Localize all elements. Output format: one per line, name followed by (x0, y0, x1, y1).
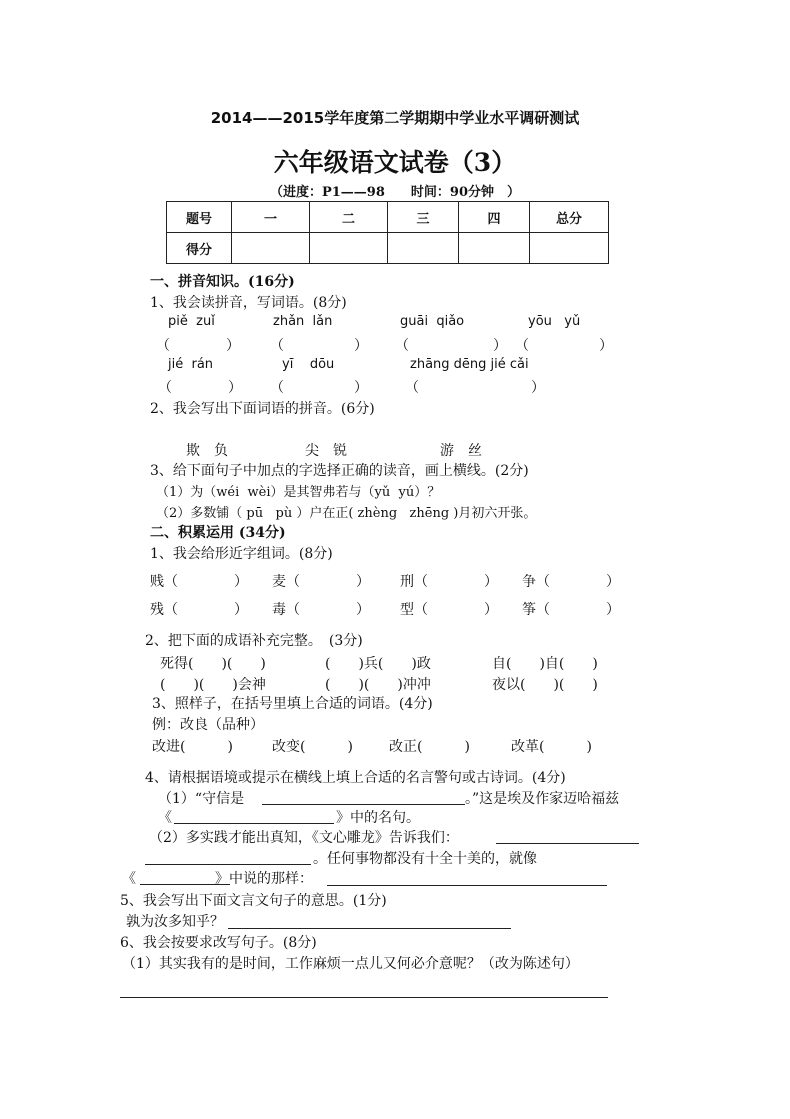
pinyin-item: zhǎn lǎn (273, 314, 333, 329)
table-cell: 四 (459, 202, 530, 233)
score-input-cell[interactable] (530, 233, 609, 264)
section-heading: 一、拼音知识。(16分) (150, 274, 295, 290)
answer-line[interactable] (120, 997, 608, 998)
score-input-cell[interactable] (310, 233, 388, 264)
pinyin-item: jié rán (168, 357, 214, 372)
question-sentence: 。任何事物都没有十全十美的，就像 (313, 851, 537, 867)
table-cell: 三 (388, 202, 459, 233)
answer-line[interactable] (145, 864, 311, 865)
question-sentence: （2）多数铺（ pū pù ）户在正( zhèng zhēng )月初六开张。 (156, 506, 537, 521)
word-blank[interactable]: 贱（ ） (150, 574, 248, 590)
question-sentence: 《 (122, 871, 136, 887)
answer-blank[interactable]: （ ） (158, 380, 242, 396)
question-sentence: （2）多实践才能出真知，《文心雕龙》告诉我们： (149, 830, 459, 846)
answer-blank[interactable]: （ ） (405, 380, 545, 396)
question-prompt: 1、我会给形近字组词。(8分) (150, 546, 333, 562)
answer-line[interactable] (228, 928, 511, 929)
question-prompt: 4、请根据语境或提示在横线上填上合适的名言警句或古诗词。(4分) (145, 770, 566, 786)
answer-blank[interactable]: （ ） (395, 338, 507, 354)
word-blank[interactable]: 筝（ ） (522, 602, 620, 618)
word-blank[interactable]: 型（ ） (400, 602, 498, 618)
pinyin-item: yōu yǔ (528, 314, 581, 329)
word-blank[interactable]: 改变( ) (272, 739, 353, 755)
question-prompt: 5、我会写出下面文言文句子的意思。(1分) (120, 893, 387, 909)
answer-line[interactable] (496, 843, 639, 844)
table-cell: 得分 (167, 233, 232, 264)
word-blank[interactable]: 残（ ） (150, 602, 248, 618)
table-cell: 二 (310, 202, 388, 233)
table-row (167, 233, 609, 264)
table-cell: 一 (232, 202, 310, 233)
answer-blank[interactable]: （ ） (156, 338, 240, 354)
section-heading: 二、积累运用 (34分) (150, 525, 286, 541)
question-prompt: 1、我会读拼音，写词语。(8分) (150, 295, 347, 311)
score-input-cell[interactable] (388, 233, 459, 264)
question-prompt: 3、照样子，在括号里填上合适的词语。(4分) (152, 696, 433, 712)
word-blank[interactable]: 争（ ） (522, 574, 620, 590)
exam-super-title: 2014——2015学年度第二学期期中学业水平调研测试 (210, 109, 580, 127)
idiom-blank[interactable]: ( )兵( )政 (325, 656, 431, 672)
answer-line[interactable] (262, 804, 465, 805)
table-row (167, 202, 609, 233)
pinyin-item: piě zuǐ (168, 314, 215, 329)
exam-subtitle: （进度：P1——98 时间：90分钟 ） (269, 185, 520, 200)
word-blank[interactable]: 麦（ ） (272, 574, 370, 590)
table-cell: 题号 (167, 202, 232, 233)
answer-blank[interactable]: （ ） (515, 338, 613, 354)
question-sentence: 孰为汝多知乎？ (126, 914, 224, 930)
answer-blank[interactable]: （ ） (270, 338, 368, 354)
answer-line[interactable] (327, 885, 607, 886)
idiom-blank[interactable]: 死得( )( ) (160, 656, 266, 672)
word-item: 尖 锐 (305, 443, 347, 459)
question-prompt: 2、把下面的成语补充完整。 (3分) (145, 633, 363, 649)
question-sentence: 。”这是埃及作家迈哈福兹 (465, 791, 620, 807)
word-item: 欺 负 (186, 443, 228, 459)
idiom-blank[interactable]: ( )( )会神 (160, 677, 266, 693)
word-blank[interactable]: 改进( ) (152, 739, 233, 755)
score-input-cell[interactable] (459, 233, 530, 264)
idiom-blank[interactable]: ( )( )冲冲 (325, 677, 431, 693)
pinyin-item: guāi qiǎo (400, 314, 465, 329)
question-sentence: （1）其实我有的是时间，工作麻烦一点儿又何必介意呢？（改为陈述句） (122, 956, 579, 972)
idiom-blank[interactable]: 夜以( )( ) (492, 677, 598, 693)
answer-blank[interactable]: （ ） (270, 380, 368, 396)
table-cell: 总分 (530, 202, 609, 233)
answer-line[interactable] (174, 823, 334, 824)
pinyin-item: zhāng dēng jié cǎi (410, 357, 529, 372)
question-prompt: 3、给下面句子中加点的字选择正确的读音，画上横线。(2分) (150, 463, 529, 479)
word-blank[interactable]: 毒（ ） (272, 602, 370, 618)
word-blank[interactable]: 刑（ ） (400, 574, 498, 590)
question-sentence: （1）为（wéi wèi）是其智弗若与（yǔ yú）？ (156, 485, 441, 500)
question-sentence: （1）“守信是 (158, 791, 245, 807)
exam-title: 六年级语文试卷（3） (273, 148, 517, 177)
score-table (166, 201, 609, 264)
question-sentence: 《 (158, 810, 172, 826)
word-item: 游 丝 (440, 443, 482, 459)
question-prompt: 2、我会写出下面词语的拼音。(6分) (150, 401, 375, 417)
idiom-blank[interactable]: 自( )自( ) (492, 656, 598, 672)
word-blank[interactable]: 改革( ) (511, 739, 592, 755)
question-prompt: 6、我会按要求改写句子。(8分) (120, 935, 317, 951)
question-sentence: 》中的名句。 (336, 810, 420, 826)
score-input-cell[interactable] (232, 233, 310, 264)
question-sentence: 》中说的那样： (215, 871, 313, 887)
word-blank[interactable]: 改正( ) (389, 739, 470, 755)
pinyin-item: yī dōu (282, 357, 335, 372)
example-text: 例：改良（品种） (152, 717, 264, 733)
